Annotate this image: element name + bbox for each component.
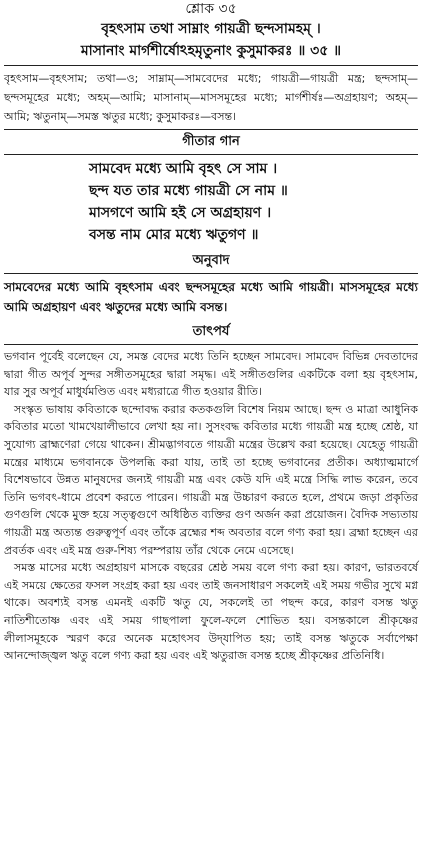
purport-paragraph-2: সংস্কৃত ভাষায় কবিতাকে ছন্দোবদ্ধ করার কতকগুলি বিশেষ নিয়ম আছে। ছন্দ ও মাত্রা আধুনিক কবিতার মতো খামখেয়ালীভাবে লেখা হয় না। সুসংবদ্ধ কবিতার মধ্যে গায়ত্রী মন্ত্র হচ্ছে শ্রেষ্ঠ, যা সুযোগ্য ব্রাহ্মণেরা গেয়ে থাকেন। শ্রীমদ্ভাগবতে গায়ত্রী মন্ত্রের উল্লেখ করা হয়েছে। যেহেতু গায়ত্রী মন্ত্রের মাধ্যমে ভগবানকে উপলব্ধি করা যায়, তাই তা হচ্ছে ভগবানের প্রতীক। অধ্যাত্মমার্গে বিশেষভাবে উন্নত মানুষদের জন্যই গায়ত্রী মন্ত্র এবং কেউ যদি এই মন্ত্রে সিদ্ধি লাভ করেন, তবে তিনি ভগবৎ-ধামে প্রবেশ করতে পারেন। গায়ত্রী মন্ত্র উচ্চারণ করতে হলে, প্রথমে জড়া প্রকৃতির গুণগুলি থেকে মুক্ত হয়ে সত্ত্বগুণে অধিষ্ঠিত ব্যক্তির গুণ অর্জন করা প্রয়োজন। বৈদিক সভ্যতায় গায়ত্রী মন্ত্র অত্যন্ত গুরুত্বপূর্ণ এবং তাঁকে ব্রহ্মের শব্দ অবতার বলে গণ্য করা হয়। ব্রহ্মা হচ্ছেন এর প্রবর্তক এবং এই মন্ত্র গুরু-শিষ্য পরম্পরায় তাঁর থেকে নেমে এসেছে।: [4, 402, 418, 557]
divider: [4, 65, 418, 66]
translation-text: সামবেদের মধ্যে আমি বৃহৎসাম এবং ছন্দসমূহের মধ্যে আমি গায়ত্রী। মাসসমূহের মধ্যে আমি অগ্রহায়ণ এবং ঋতুদের মধ্যে আমি বসন্ত।: [4, 280, 418, 314]
divider: [4, 129, 418, 130]
divider: [4, 154, 418, 155]
purport-paragraph-3: সমস্ত মাসের মধ্যে অগ্রহায়ণ মাসকে বছরের শ্রেষ্ঠ সময় বলে গণ্য করা হয়। কারণ, ভারতবর্ষে এই সময়ে ক্ষেতের ফসল সংগ্রহ করা হয় এবং তাই জনসাধারণ সকলেই এই সময় গভীর সুখে মগ্ন থাকে। অবশ্যই বসন্ত এমনই একটি ঋতু যে, সকলেই তা পছন্দ করে, কারণ বসন্ত ঋতু নাতিশীতোষ্ণ এবং এই সময় গাছপালা ফুলে-ফলে শোভিত হয়। বসন্তকালে শ্রীকৃষ্ণের লীলাসমূহকে স্মরণ করে অনেক মহোৎসব উদ্‌যাপিত হয়; তাই বসন্ত ঋতুকে সর্বাপেক্ষা আনন্দোজ্জ্বল ঋতু বলে গণ্য করা হয় এবং এই ঋতুরাজ বসন্ত হচ্ছে শ্রীকৃষ্ণের প্রতিনিধি।: [4, 561, 418, 663]
song-line-4: বসন্ত নাম মোর মধ্যে ঋতুগণ ॥: [89, 227, 259, 243]
verse-line-2: মাসানাং মার্গশীর্ষোঽহমৃতুনাং কুসুমাকরঃ ॥ ৩৫ ॥: [80, 43, 342, 59]
divider: [4, 273, 418, 274]
verse-heading: শ্লোক ৩৫: [185, 1, 237, 17]
song-line-3: মাসগণে আমি হই সে অগ্রহায়ণ ।: [89, 205, 272, 221]
purport-paragraph-1: ভগবান পূর্বেই বলেছেন যে, সমস্ত বেদের মধ্যে তিনি হচ্ছেন সামবেদ। সামবেদ বিভিন্ন দেবতাদের দ্বারা গীত অপূর্ব সুন্দর সঙ্গীতসমূহের দ্বারা সমৃদ্ধ। এই সঙ্গীতগুলির একটিকে বলা হয় বৃহৎসাম, যার সুর অপূর্ব মাধুর্যমণ্ডিত এবং মধ্যরাত্রে গীত হওয়ার রীতি।: [4, 350, 418, 399]
divider: [4, 344, 418, 345]
song-title: গীতার গান: [182, 134, 240, 149]
translation-title: অনুবাদ: [192, 253, 230, 268]
synonyms: বৃহৎসাম—বৃহৎসাম; তথা—ও; সাম্নাম্—সামবেদের মধ্যে; গায়ত্রী—গায়ত্রী মন্ত্র; ছন্দসাম্—ছন্দসমূহের মধ্যে; অহম্—আমি; মাসানাম্—মাসসমূহের মধ্যে; মার্গশীর্ষঃ—অগ্রহায়ণ; অহম্—আমি; ঋতুনাম্—সমস্ত ঋতুর মধ্যে; কুসুমাকরঃ—বসন্ত।: [4, 72, 418, 123]
song-line-1: সামবেদ মধ্যে আমি বৃহৎ সে সাম ।: [89, 161, 278, 177]
song-line-2: ছন্দ যত তার মধ্যে গায়ত্রী সে নাম ॥: [89, 183, 288, 199]
verse-line-1: বৃহৎসাম তথা সাম্নাং গায়ত্রী ছন্দসামহম্‌ ।: [101, 21, 321, 37]
purport: [4, 348, 418, 665]
purport-title: তাৎপর্য: [192, 324, 230, 339]
